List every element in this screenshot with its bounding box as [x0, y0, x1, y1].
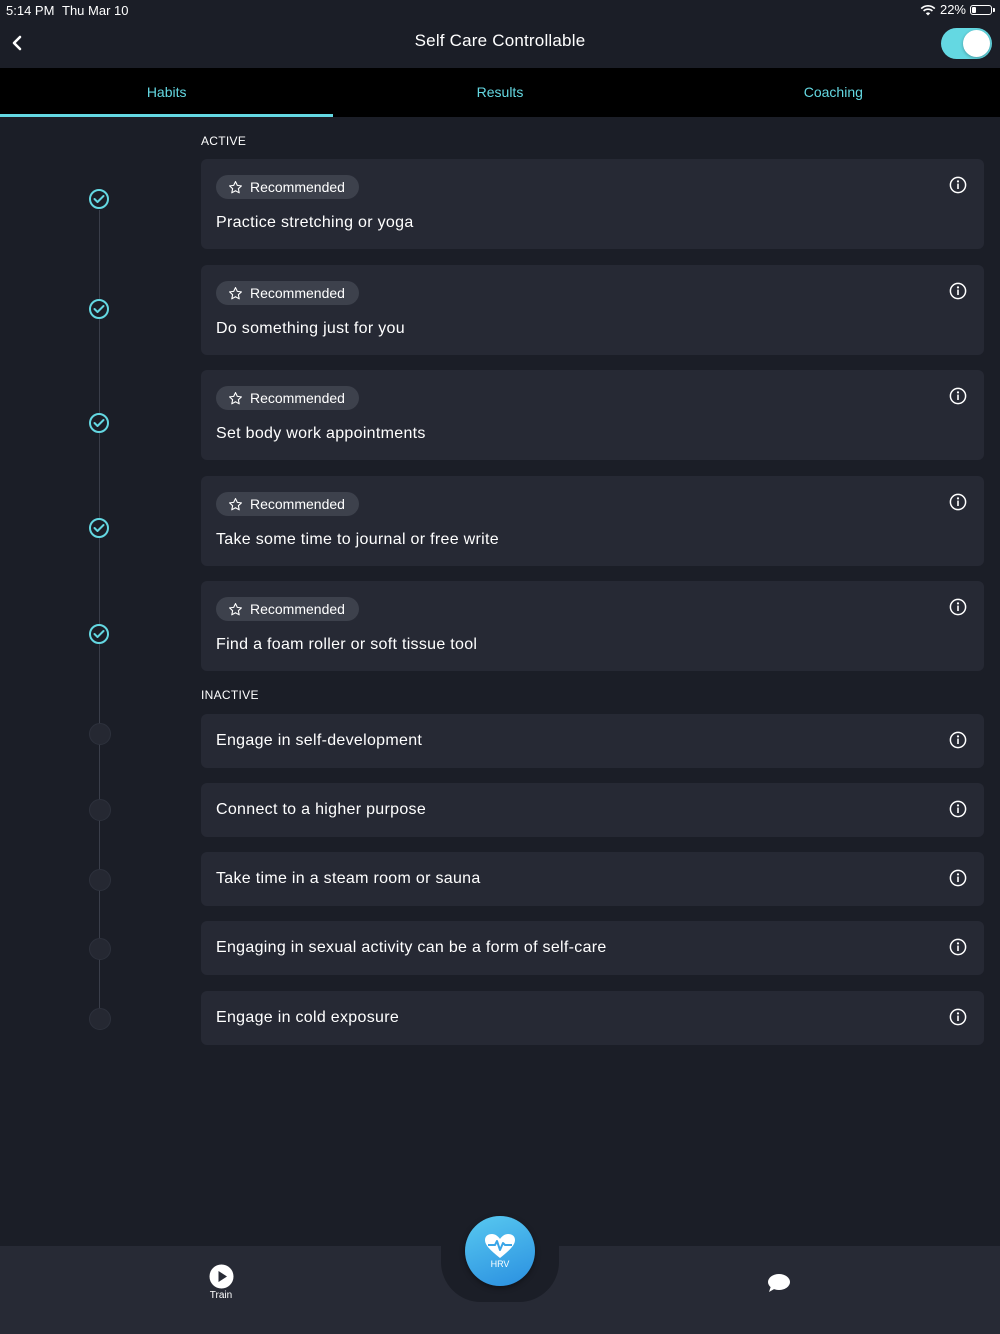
status-date: Thu Mar 10 — [62, 3, 129, 18]
star-icon — [228, 391, 243, 406]
star-icon — [228, 180, 243, 195]
badge-label: Recommended — [250, 601, 345, 617]
badge-label: Recommended — [250, 179, 345, 195]
habit-card[interactable] — [201, 581, 984, 671]
info-icon[interactable] — [949, 1008, 967, 1026]
heart-pulse-icon — [484, 1233, 516, 1259]
habit-card[interactable] — [201, 921, 984, 975]
badge-label: Recommended — [250, 285, 345, 301]
habit-title: Engage in self-development — [216, 732, 423, 749]
tab-bar — [0, 68, 1000, 117]
info-icon[interactable] — [949, 869, 967, 887]
battery-level — [972, 7, 976, 13]
info-icon[interactable] — [949, 598, 967, 616]
empty-circle-icon — [89, 799, 111, 821]
chat-bubble-icon[interactable] — [766, 1272, 792, 1294]
habit-title: Find a foam roller or soft tissue tool — [216, 636, 478, 653]
empty-circle-icon — [89, 1008, 111, 1030]
recommended-badge — [216, 492, 359, 516]
info-icon[interactable] — [949, 387, 967, 405]
empty-circle-icon — [89, 938, 111, 960]
recommended-badge — [216, 175, 359, 199]
train-label: Train — [209, 1290, 233, 1301]
habit-title: Set body work appointments — [216, 425, 426, 442]
nav-bar — [0, 20, 1000, 68]
check-circle-icon — [89, 299, 109, 319]
habit-title: Do something just for you — [216, 320, 405, 337]
info-icon[interactable] — [949, 800, 967, 818]
habit-card[interactable] — [201, 991, 984, 1045]
empty-circle-icon — [89, 869, 111, 891]
recommended-badge — [216, 386, 359, 410]
habit-title: Take time in a steam room or sauna — [216, 870, 481, 887]
train-tab[interactable] — [200, 1264, 242, 1304]
star-icon — [228, 602, 243, 617]
check-circle-icon — [89, 624, 109, 644]
status-indicators — [920, 2, 992, 17]
badge-label: Recommended — [250, 390, 345, 406]
habit-toggle[interactable] — [941, 28, 992, 59]
habit-title: Engaging in sexual activity can be a form of self-care — [216, 939, 607, 956]
star-icon — [228, 286, 243, 301]
recommended-badge — [216, 281, 359, 305]
habit-card[interactable] — [201, 476, 984, 566]
inactive-section-label: INACTIVE — [201, 688, 259, 702]
habit-card[interactable] — [201, 265, 984, 355]
recommended-badge — [216, 597, 359, 621]
toggle-knob — [963, 30, 990, 57]
status-bar — [0, 0, 1000, 20]
habit-card[interactable] — [201, 714, 984, 768]
battery-icon — [970, 5, 992, 15]
play-circle-icon — [209, 1264, 234, 1289]
info-icon[interactable] — [949, 731, 967, 749]
habit-title: Practice stretching or yoga — [216, 214, 414, 231]
info-icon[interactable] — [949, 176, 967, 194]
check-circle-icon — [89, 189, 109, 209]
hrv-button[interactable] — [465, 1216, 535, 1286]
habit-card[interactable] — [201, 159, 984, 249]
habit-card[interactable] — [201, 783, 984, 837]
habit-card[interactable] — [201, 852, 984, 906]
tab-coaching[interactable]: Coaching — [803, 84, 863, 100]
habit-title: Connect to a higher purpose — [216, 801, 427, 818]
tab-habits[interactable]: Habits — [0, 68, 333, 117]
info-icon[interactable] — [949, 282, 967, 300]
empty-circle-icon — [89, 723, 111, 745]
badge-label: Recommended — [250, 496, 345, 512]
active-section-label: ACTIVE — [201, 134, 247, 148]
status-time: 5:14 PM — [6, 3, 55, 18]
habit-title: Engage in cold exposure — [216, 1009, 400, 1026]
check-circle-icon — [89, 518, 109, 538]
info-icon[interactable] — [949, 938, 967, 956]
check-circle-icon — [89, 413, 109, 433]
tab-results[interactable]: Results — [476, 84, 524, 100]
info-icon[interactable] — [949, 493, 967, 511]
wifi-icon — [920, 4, 936, 16]
page-title: Self Care Controllable — [414, 31, 586, 50]
star-icon — [228, 497, 243, 512]
habit-card[interactable] — [201, 370, 984, 460]
battery-percent: 22% — [939, 2, 966, 17]
hrv-label: HRV — [490, 1259, 510, 1269]
habit-title: Take some time to journal or free write — [216, 531, 499, 548]
